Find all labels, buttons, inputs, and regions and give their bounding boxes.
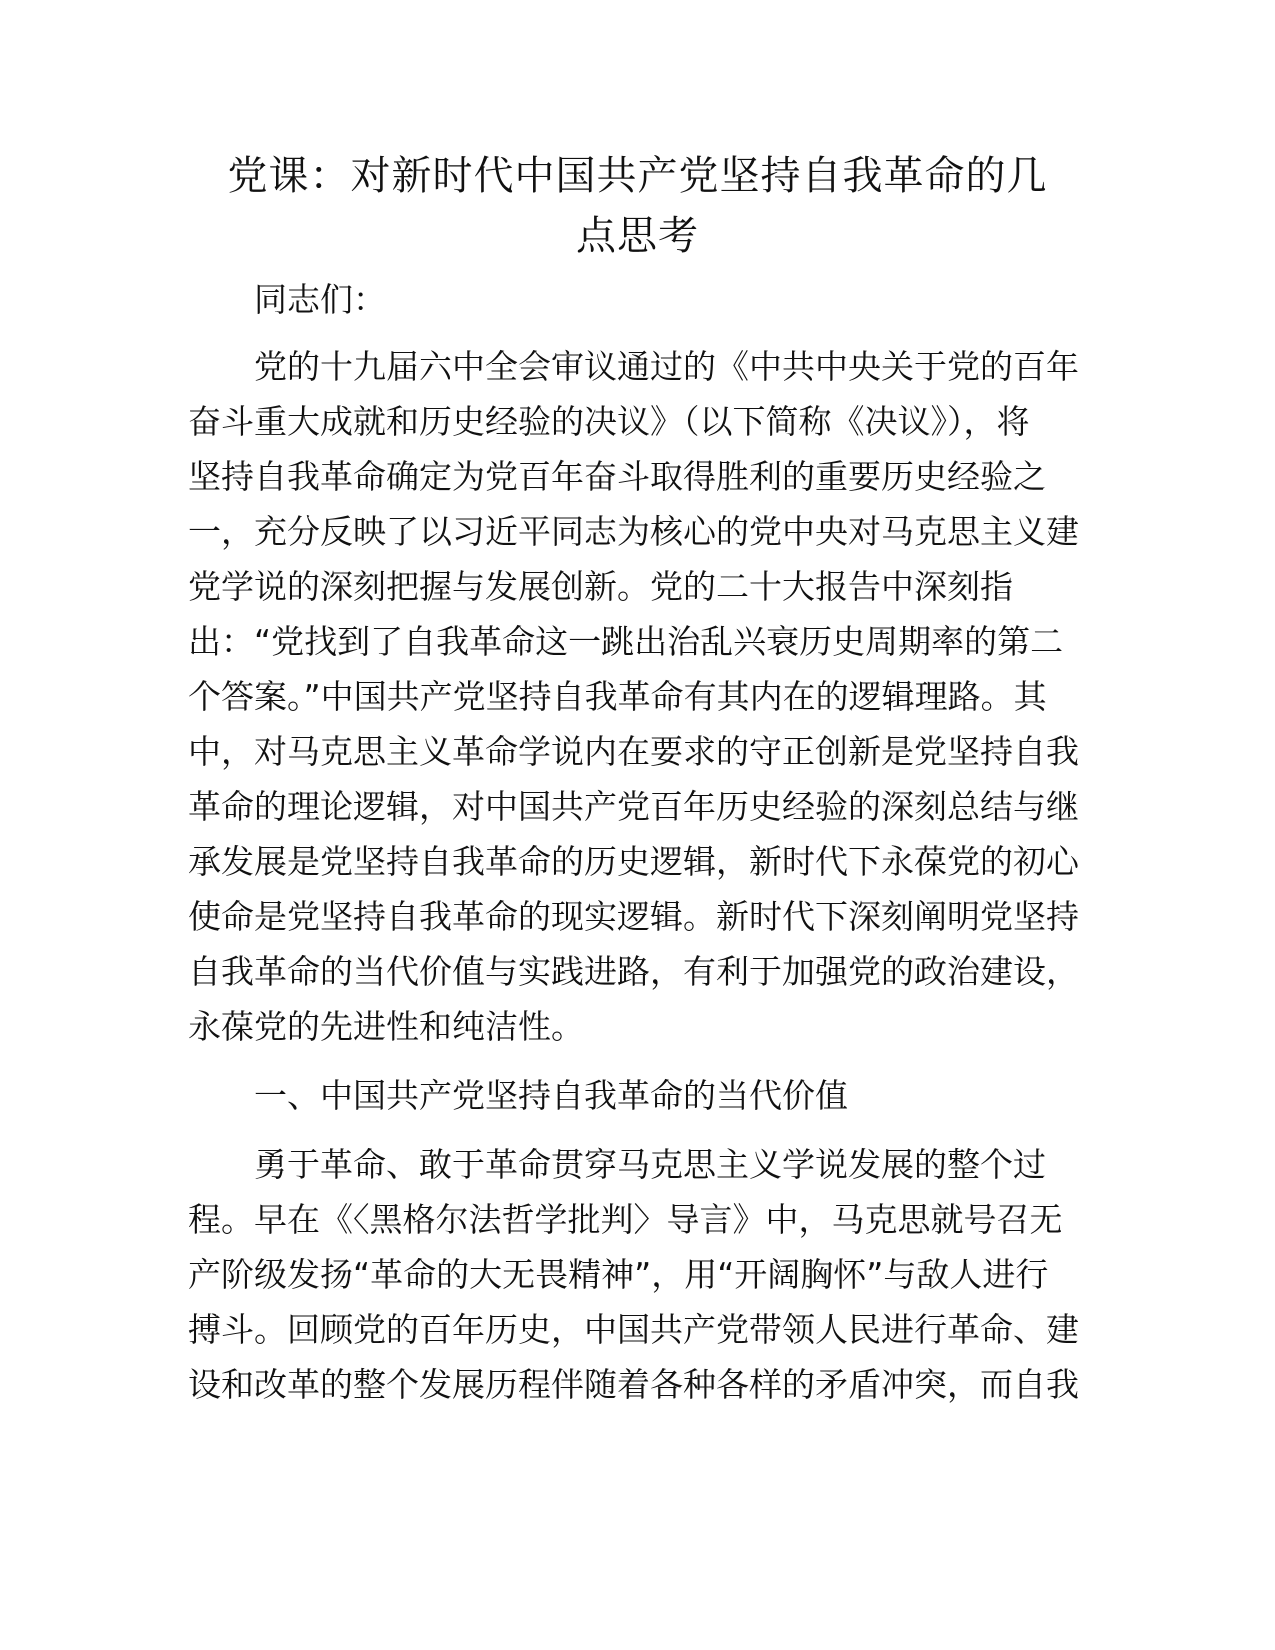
paragraph-1-line: 一，充分反映了以习近平同志为核心的党中央对马克思主义建 xyxy=(188,512,1079,551)
paragraph-1-line: 坚持自我革命确定为党百年奋斗取得胜利的重要历史经验之 xyxy=(188,457,1046,496)
paragraph-1-line: 自我革命的当代价值与实践进路，有利于加强党的政治建设， xyxy=(188,952,1079,991)
paragraph-1-line: 永葆党的先进性和纯洁性。 xyxy=(188,1007,584,1046)
paragraph-1-line: 承发展是党坚持自我革命的历史逻辑，新时代下永葆党的初心 xyxy=(188,842,1079,881)
paragraph-1-line: 党的十九届六中全会审议通过的《中共中央关于党的百年 xyxy=(254,347,1079,386)
paragraph-1-line: 革命的理论逻辑，对中国共产党百年历史经验的深刻总结与继 xyxy=(188,787,1079,826)
paragraph-1-line: 奋斗重大成就和历史经验的决议》（以下简称《决议》），将 xyxy=(188,402,1030,441)
title-line-1: 党课：对新时代中国共产党坚持自我革命的几 xyxy=(227,153,1048,199)
paragraph-2-line: 勇于革命、敢于革命贯穿马克思主义学说发展的整个过 xyxy=(254,1145,1046,1184)
paragraph-2-line: 程。早在《〈黑格尔法哲学批判〉导言》中，马克思就号召无 xyxy=(188,1200,1063,1239)
paragraph-1-line: 个答案。”中国共产党坚持自我革命有其内在的逻辑理路。其 xyxy=(188,677,1047,716)
title-line-2: 点思考 xyxy=(576,213,699,259)
salutation: 同志们： xyxy=(254,280,386,319)
document-title xyxy=(180,146,1095,266)
paragraph-2-line: 设和改革的整个发展历程伴随着各种各样的矛盾冲突，而自我 xyxy=(188,1365,1079,1404)
paragraph-1-line: 党学说的深刻把握与发展创新。党的二十大报告中深刻指 xyxy=(188,567,1013,606)
paragraph-2-line: 产阶级发扬“革命的大无畏精神”，用“开阔胸怀”与敌人进行 xyxy=(188,1255,1049,1294)
paragraph-2-line: 搏斗。回顾党的百年历史，中国共产党带领人民进行革命、建 xyxy=(188,1310,1079,1349)
paragraph-1-line: 中，对马克思主义革命学说内在要求的守正创新是党坚持自我 xyxy=(188,732,1079,771)
section-heading: 一、中国共产党坚持自我革命的当代价值 xyxy=(254,1076,848,1115)
paragraph-1-line: 使命是党坚持自我革命的现实逻辑。新时代下深刻阐明党坚持 xyxy=(188,897,1079,936)
paragraph-1-line: 出：“党找到了自我革命这一跳出治乱兴衰历史周期率的第二 xyxy=(188,622,1064,661)
